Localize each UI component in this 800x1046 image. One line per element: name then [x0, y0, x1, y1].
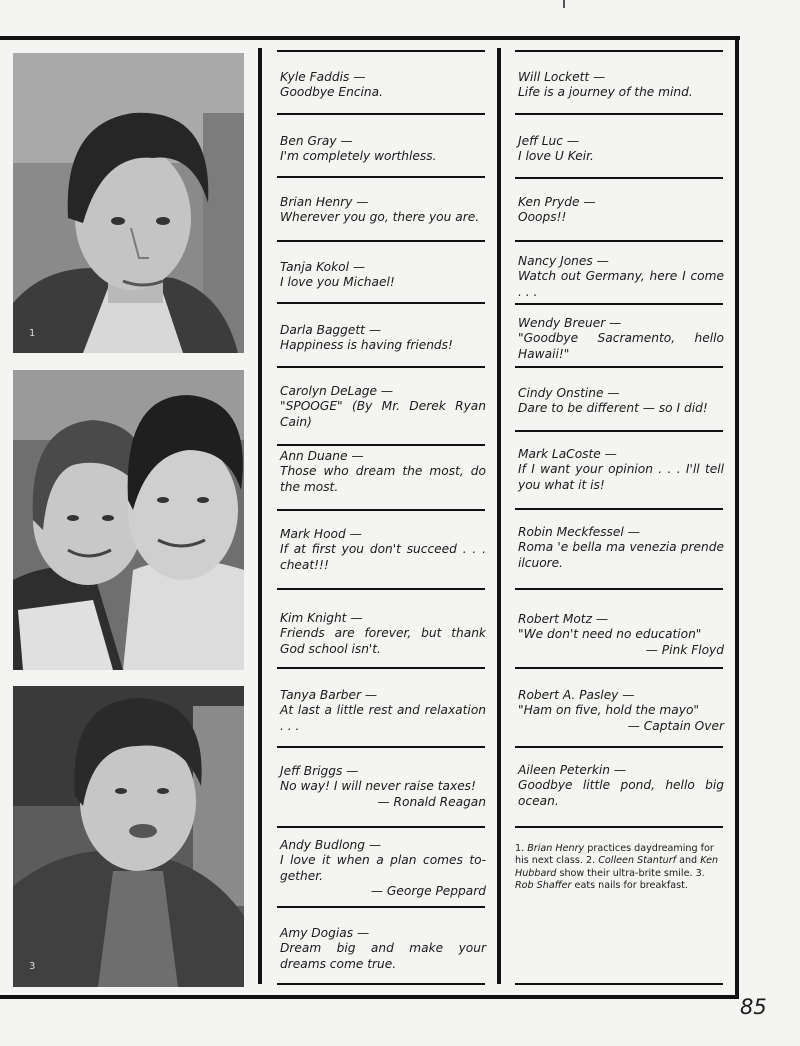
portrait-image — [13, 686, 244, 987]
senior-name: Mark LaCoste — — [518, 447, 617, 461]
separator-rule — [515, 746, 723, 748]
senior-name: Ken Pryde — — [518, 195, 596, 209]
senior-name: Cindy Onstine — — [518, 386, 620, 400]
senior-quote: "Goodbye Sacramento, hello Hawaii!" — [518, 331, 724, 361]
senior-name: Carolyn DeLage — — [280, 384, 394, 398]
separator-rule — [515, 50, 723, 52]
senior-quote: Goodbye Encina. — [280, 85, 383, 100]
separator-rule — [515, 177, 723, 179]
senior-name: Ben Gray — — [280, 134, 353, 148]
senior-quote: Wherever you go, there you are. — [280, 210, 480, 225]
separator-rule — [277, 509, 485, 511]
senior-name: Kyle Faddis — — [280, 70, 366, 84]
senior-quote: Ooops!! — [518, 210, 567, 225]
senior-name: Robin Meckfessel — — [518, 525, 640, 539]
senior-entry — [280, 926, 486, 972]
photo-number: 3 — [29, 961, 36, 972]
senior-quote: Life is a journey of the mind. — [518, 85, 693, 100]
caption-student-name: Brian Henry — [527, 843, 585, 854]
senior-entry — [518, 447, 724, 493]
senior-quote: At last a little rest and relaxation . . . — [280, 703, 486, 733]
separator-rule — [515, 508, 723, 510]
senior-name: Jeff Briggs — — [280, 764, 359, 778]
senior-entry — [518, 386, 724, 417]
page-number: 85 — [740, 995, 767, 1019]
separator-rule — [277, 176, 485, 178]
senior-entry — [280, 260, 486, 291]
senior-quote: I love it when a plan comes to-gether. — [280, 853, 486, 883]
senior-name: Amy Dogias — — [280, 926, 370, 940]
senior-name: Robert A. Pasley — — [518, 688, 635, 702]
portrait-image — [13, 370, 244, 670]
senior-entry — [280, 384, 486, 430]
senior-entry — [280, 70, 486, 101]
caption-number: 1. — [515, 843, 525, 854]
senior-name: Robert Motz — — [518, 612, 609, 626]
caption-number: 2. — [586, 855, 596, 867]
senior-entry — [518, 134, 724, 165]
photo-number: 1 — [29, 328, 36, 339]
senior-quote: Goodbye little pond, hello big ocean. — [518, 778, 724, 808]
senior-name: Mark Hood — — [280, 527, 362, 541]
senior-entry — [518, 195, 724, 226]
separator-rule — [515, 826, 723, 828]
photo-number: 2 — [33, 642, 40, 653]
caption-text: eats nails for breakfast. — [571, 880, 688, 892]
separator-rule — [277, 50, 485, 52]
separator-rule — [277, 588, 485, 590]
senior-quote: "Ham on five, hold the mayo" — [518, 703, 700, 718]
column-divider-left — [258, 48, 262, 984]
senior-entry — [280, 323, 486, 354]
separator-rule — [515, 113, 723, 115]
senior-entry — [518, 70, 724, 101]
senior-name: Darla Baggett — — [280, 323, 382, 337]
senior-name: Wendy Breuer — — [518, 316, 622, 330]
senior-name: Nancy Jones — — [518, 254, 609, 268]
senior-entry — [518, 612, 724, 658]
senior-entry — [280, 838, 486, 900]
senior-name: Kim Knight — — [280, 611, 363, 625]
senior-quote: If I want your opinion . . . I'll tell you what it is! — [518, 462, 724, 492]
caption-number: 3. — [695, 867, 705, 879]
senior-quote: "We don't need no education" — [518, 627, 702, 642]
senior-entry — [280, 527, 486, 573]
separator-rule — [515, 667, 723, 669]
senior-entry — [518, 316, 724, 362]
separator-rule — [277, 983, 485, 985]
senior-quote: Those who dream the most, do the most. — [280, 464, 486, 494]
page-frame-bottom — [0, 995, 739, 999]
quote-attribution: — Pink Floyd — [645, 642, 724, 657]
senior-name: Tanja Kokol — — [280, 260, 366, 274]
senior-entry — [280, 449, 486, 495]
crop-mark — [563, 0, 565, 8]
photo-1 — [13, 53, 244, 353]
senior-name: Ann Duane — — [280, 449, 364, 463]
caption-text: show their ultra-brite smile. — [556, 867, 696, 879]
separator-rule — [277, 302, 485, 304]
senior-entry — [280, 611, 486, 657]
separator-rule — [277, 240, 485, 242]
separator-rule — [277, 667, 485, 669]
separator-rule — [277, 826, 485, 828]
separator-rule — [277, 906, 485, 908]
senior-entry — [280, 134, 486, 165]
senior-name: Brian Henry — — [280, 195, 369, 209]
page-frame-right — [735, 36, 739, 998]
senior-name: Tanya Barber — — [280, 688, 378, 702]
senior-entry — [518, 525, 724, 571]
senior-quote: Watch out Germany, here I come . . . — [518, 269, 724, 299]
senior-quote: If at first you don't succeed . . . cheat!!! — [280, 542, 486, 572]
caption-text: practices daydreaming for his next class. — [515, 843, 714, 867]
senior-entry — [280, 195, 486, 226]
senior-quote: Friends are forever, but thank God school isn't. — [280, 626, 486, 656]
senior-quote: Happiness is having friends! — [280, 338, 453, 353]
senior-quote: Dare to be different — so I did! — [518, 401, 708, 416]
senior-name: Jeff Luc — — [518, 134, 580, 148]
senior-name: Will Lockett — — [518, 70, 606, 84]
page-frame-top — [0, 36, 740, 40]
senior-name: Aileen Peterkin — — [518, 763, 627, 777]
senior-entry — [280, 764, 486, 810]
separator-rule — [515, 983, 723, 985]
caption-student-name: Rob Shaffer — [515, 880, 572, 892]
senior-quote: Roma 'e bella ma venezia prende ilcuore. — [518, 540, 724, 570]
caption-text: and — [676, 855, 701, 867]
separator-rule — [277, 444, 485, 446]
separator-rule — [515, 366, 723, 368]
senior-quote: "SPOOGE" (By Mr. Derek Ryan Cain) — [280, 399, 486, 429]
senior-quote: I love you Michael! — [280, 275, 395, 290]
senior-entry — [518, 254, 724, 300]
senior-name: Andy Budlong — — [280, 838, 382, 852]
senior-entry — [280, 688, 486, 734]
senior-quote: I love U Keir. — [518, 149, 594, 164]
senior-quote: I'm completely worthless. — [280, 149, 437, 164]
separator-rule — [515, 430, 723, 432]
separator-rule — [515, 303, 723, 305]
quote-attribution: — George Peppard — [370, 884, 486, 899]
quote-attribution: — Ronald Reagan — [377, 794, 486, 809]
senior-quote: No way! I will never raise taxes! — [280, 779, 476, 794]
separator-rule — [515, 588, 723, 590]
caption-student-name: Ken Hubbard — [515, 855, 719, 879]
senior-quote: Dream big and make your dreams come true. — [280, 941, 486, 971]
separator-rule — [277, 113, 485, 115]
photo-2 — [13, 370, 244, 670]
separator-rule — [515, 240, 723, 242]
photo-caption — [515, 843, 725, 893]
quote-attribution: — Captain Over — [627, 718, 724, 733]
senior-entry — [518, 688, 724, 734]
senior-entry — [518, 763, 724, 809]
column-divider-right — [497, 48, 501, 984]
separator-rule — [277, 366, 485, 368]
caption-student-name: Colleen Stanturf — [598, 855, 677, 867]
separator-rule — [277, 746, 485, 748]
portrait-image — [13, 53, 244, 353]
photo-3 — [13, 686, 244, 987]
